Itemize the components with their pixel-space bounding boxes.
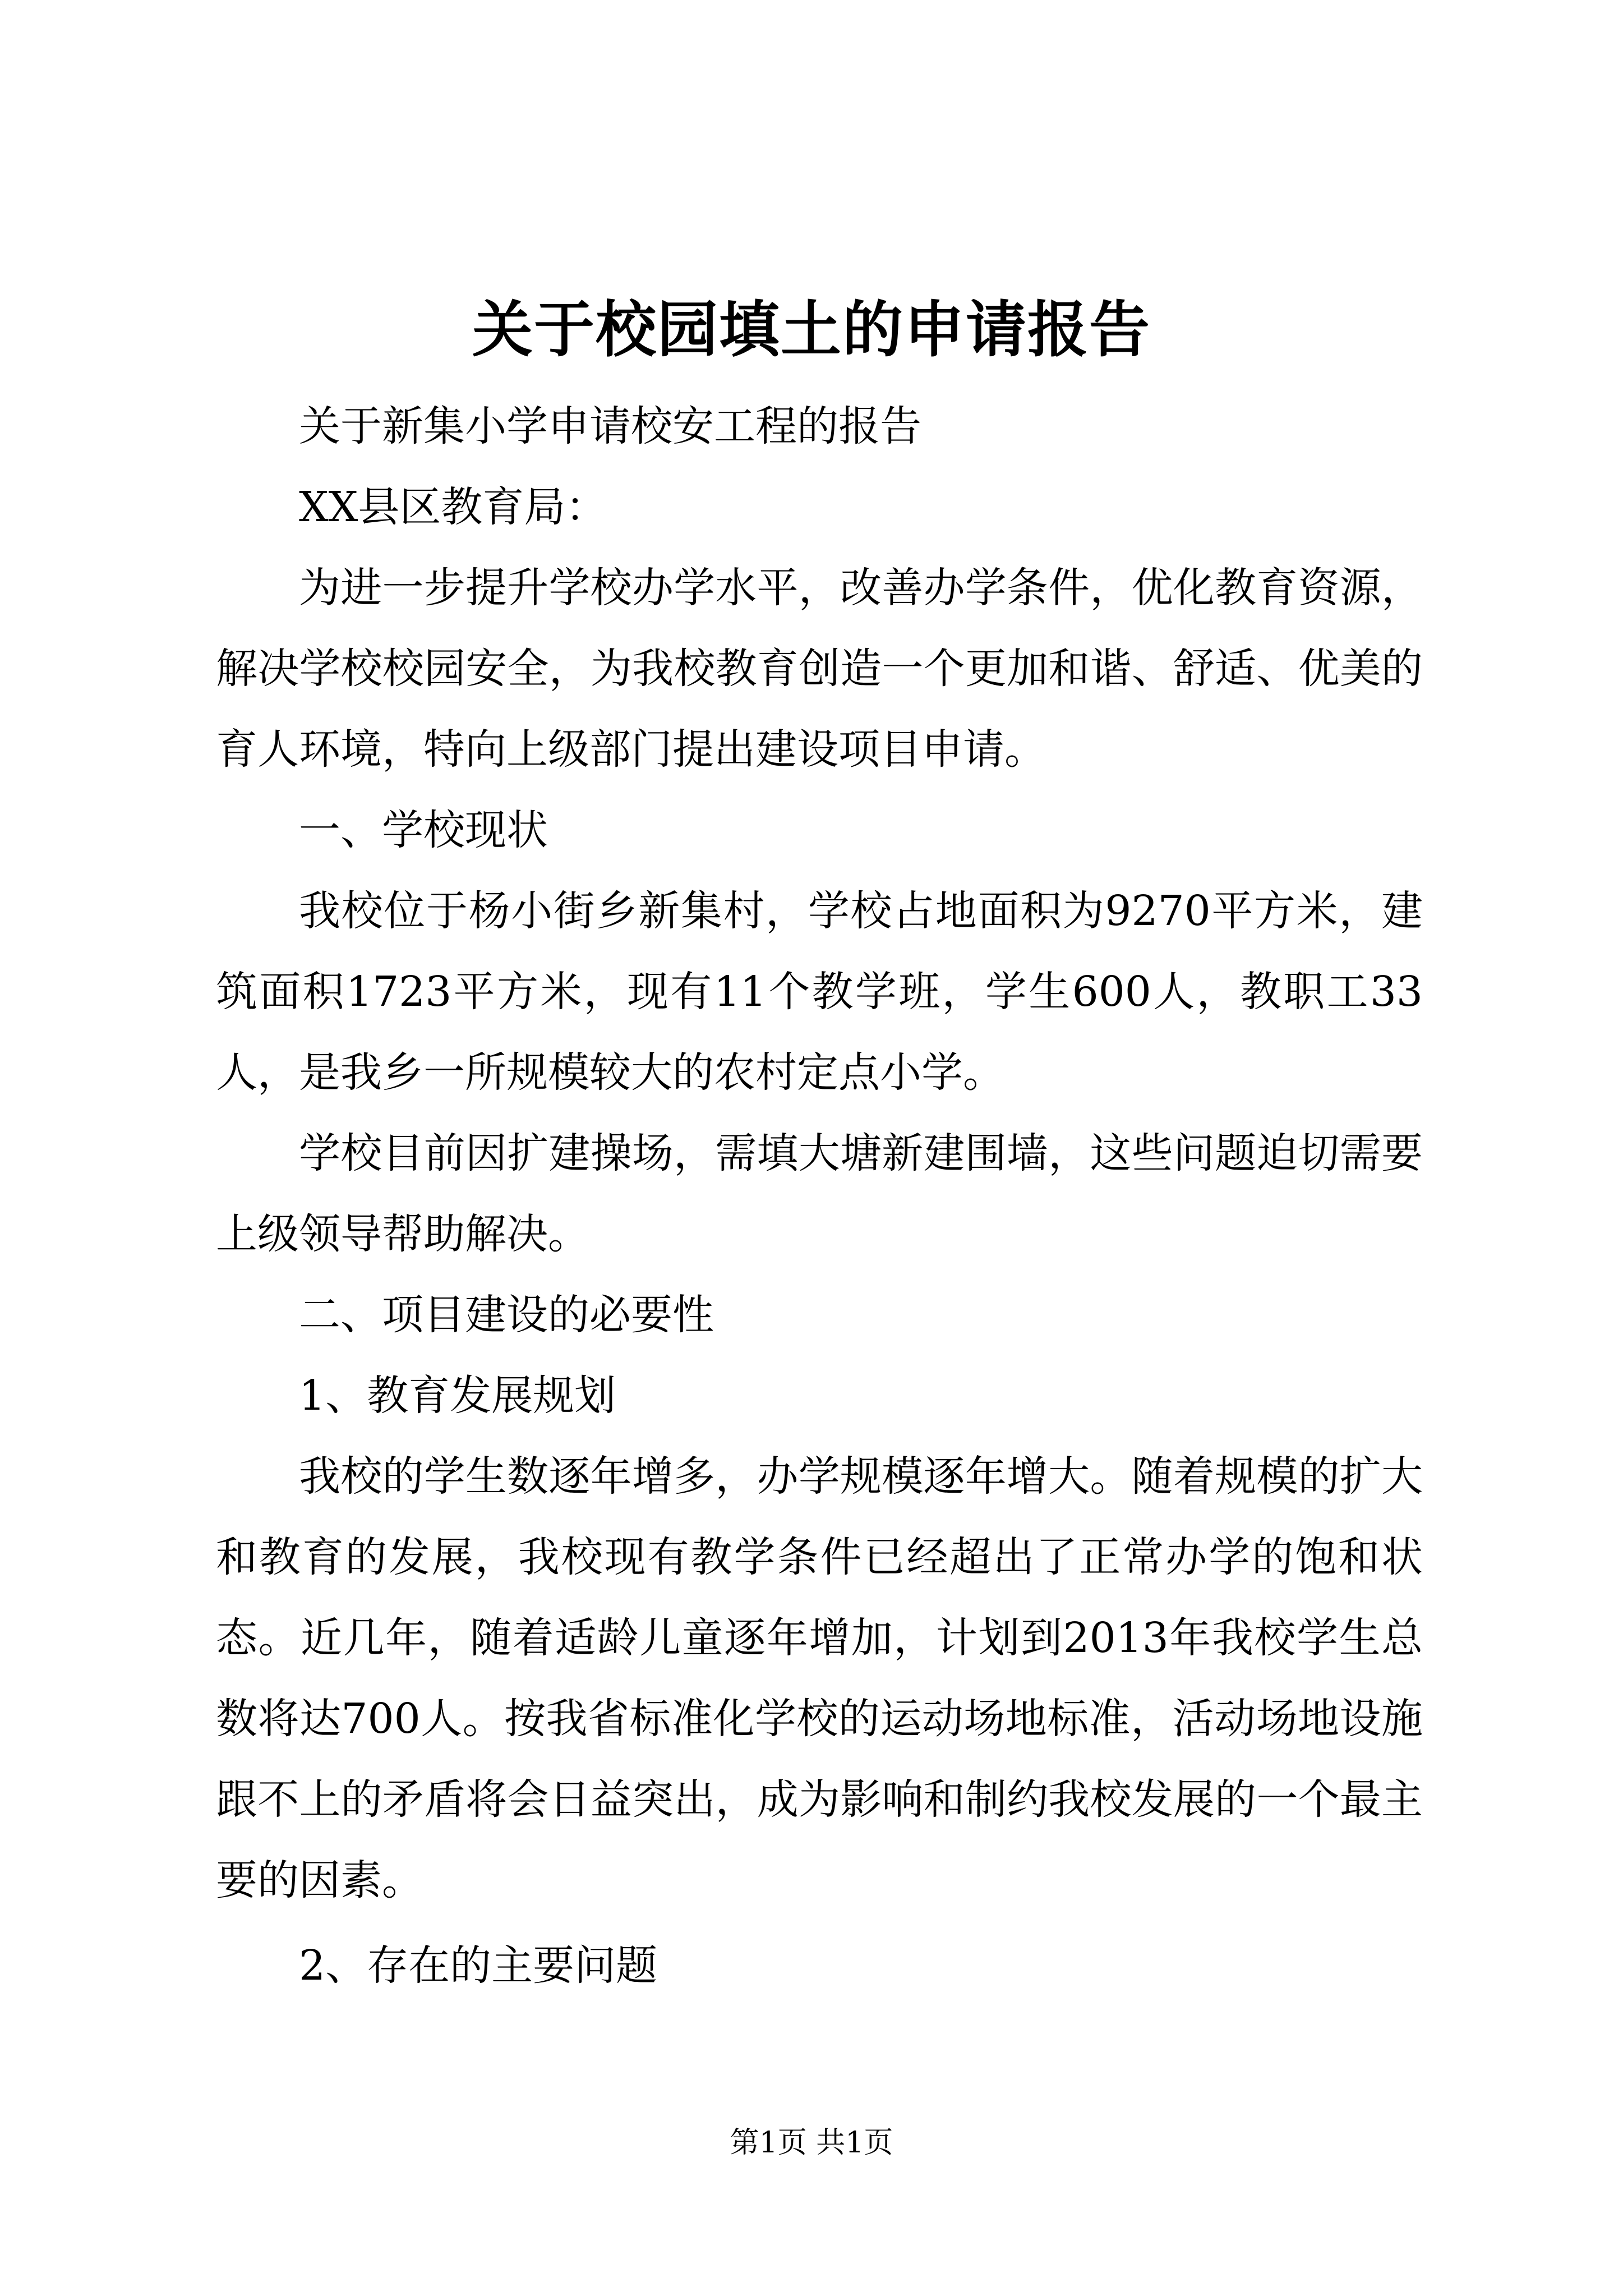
- paragraph-school-status: 我校位于杨小街乡新集村，学校占地面积为9270平方米，建筑面积1723平方米，现有11个教学班，学生600人，教职工33人，是我乡一所规模较大的农村定点小学。: [216, 887, 1423, 1097]
- document-title: 关于校园填土的申请报告: [472, 295, 1151, 365]
- paragraph-addressee: XX县区教育局：: [299, 483, 607, 531]
- paragraph-planning: 我校的学生数逐年增多，办学规模逐年增大。随着规模的扩大和教育的发展，我校现有教学条件已经超出了正常办学的饱和状态。近几年，随着适龄儿童逐年增加，计划到2013年我校学生总数将达700人。按我省标准化学校的运动场地标准，活动场地设施跟不上的矛盾将会日益突出，成为影响和制约我校发展的一个最主要的因素。: [216, 1452, 1423, 1904]
- subsection-heading-problems: 2、存在的主要问题: [299, 1941, 658, 1990]
- paragraph-current-problem: 学校目前因扩建操场，需填大塘新建围墙，这些问题迫切需要上级领导帮助解决。: [216, 1129, 1423, 1258]
- page-footer: 第1页 共1页: [730, 2126, 893, 2160]
- paragraph-subtitle: 关于新集小学申请校安工程的报告: [299, 402, 921, 450]
- section-heading-status: 一、学校现状: [299, 806, 548, 854]
- subsection-heading-planning: 1、教育发展规划: [299, 1372, 616, 1420]
- document-body: [216, 386, 1423, 2006]
- paragraph-intro: 为进一步提升学校办学水平，改善办学条件，优化教育资源，解决学校校园安全，为我校教育创造一个更加和谐、舒适、优美的育人环境，特向上级部门提出建设项目申请。: [216, 564, 1423, 774]
- section-heading-necessity: 二、项目建设的必要性: [299, 1291, 714, 1339]
